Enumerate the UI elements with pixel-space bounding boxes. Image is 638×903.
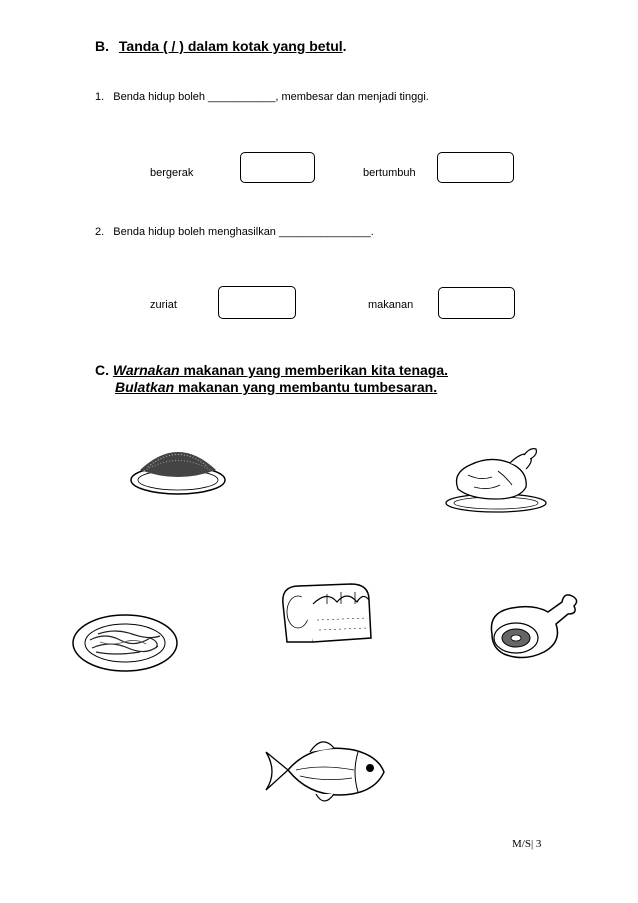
meat-leg-icon[interactable] xyxy=(484,590,580,662)
q2-option-a-checkbox[interactable] xyxy=(218,286,296,319)
bread-loaf-icon[interactable] xyxy=(277,580,377,650)
section-c-line1-verb: Warnakan xyxy=(112,362,180,378)
q1-option-a-checkbox[interactable] xyxy=(240,152,315,183)
question-2-text: Benda hidup boleh menghasilkan _______________. xyxy=(113,226,374,238)
question-1-number: 1. xyxy=(95,91,105,103)
question-1-text: Benda hidup boleh ___________, membesar dan menjadi tinggi. xyxy=(113,91,429,103)
q2-option-b-label: makanan xyxy=(368,299,414,311)
question-2-number: 2. xyxy=(95,226,105,238)
q2-option-a-label: zuriat xyxy=(150,299,177,311)
section-c-line2-rest: makanan yang membantu tumbesaran. xyxy=(174,379,438,395)
section-c-line1-rest: makanan yang memberikan kita tenaga. xyxy=(179,362,449,378)
section-b-title: Tanda ( / ) dalam kotak yang betul xyxy=(118,38,343,54)
q1-option-b-checkbox[interactable] xyxy=(437,152,514,183)
section-b-letter: B. xyxy=(95,38,109,54)
section-c-heading xyxy=(95,362,448,396)
rice-plate-icon[interactable] xyxy=(128,440,228,498)
q1-option-a-label: bergerak xyxy=(150,167,194,179)
q2-option-b-checkbox[interactable] xyxy=(438,287,515,319)
question-1 xyxy=(95,91,429,103)
section-c-line2-verb: Bulatkan xyxy=(115,379,175,395)
section-b-title-end: . xyxy=(342,38,347,54)
page-number: M/S| 3 xyxy=(512,838,542,850)
noodle-plate-icon[interactable] xyxy=(70,612,180,674)
q1-option-b-label: bertumbuh xyxy=(363,167,416,179)
roast-chicken-icon[interactable] xyxy=(440,445,550,517)
section-c-letter: C. xyxy=(95,362,109,378)
fish-icon[interactable] xyxy=(262,732,388,810)
section-b-heading xyxy=(95,38,347,54)
question-2 xyxy=(95,226,374,238)
